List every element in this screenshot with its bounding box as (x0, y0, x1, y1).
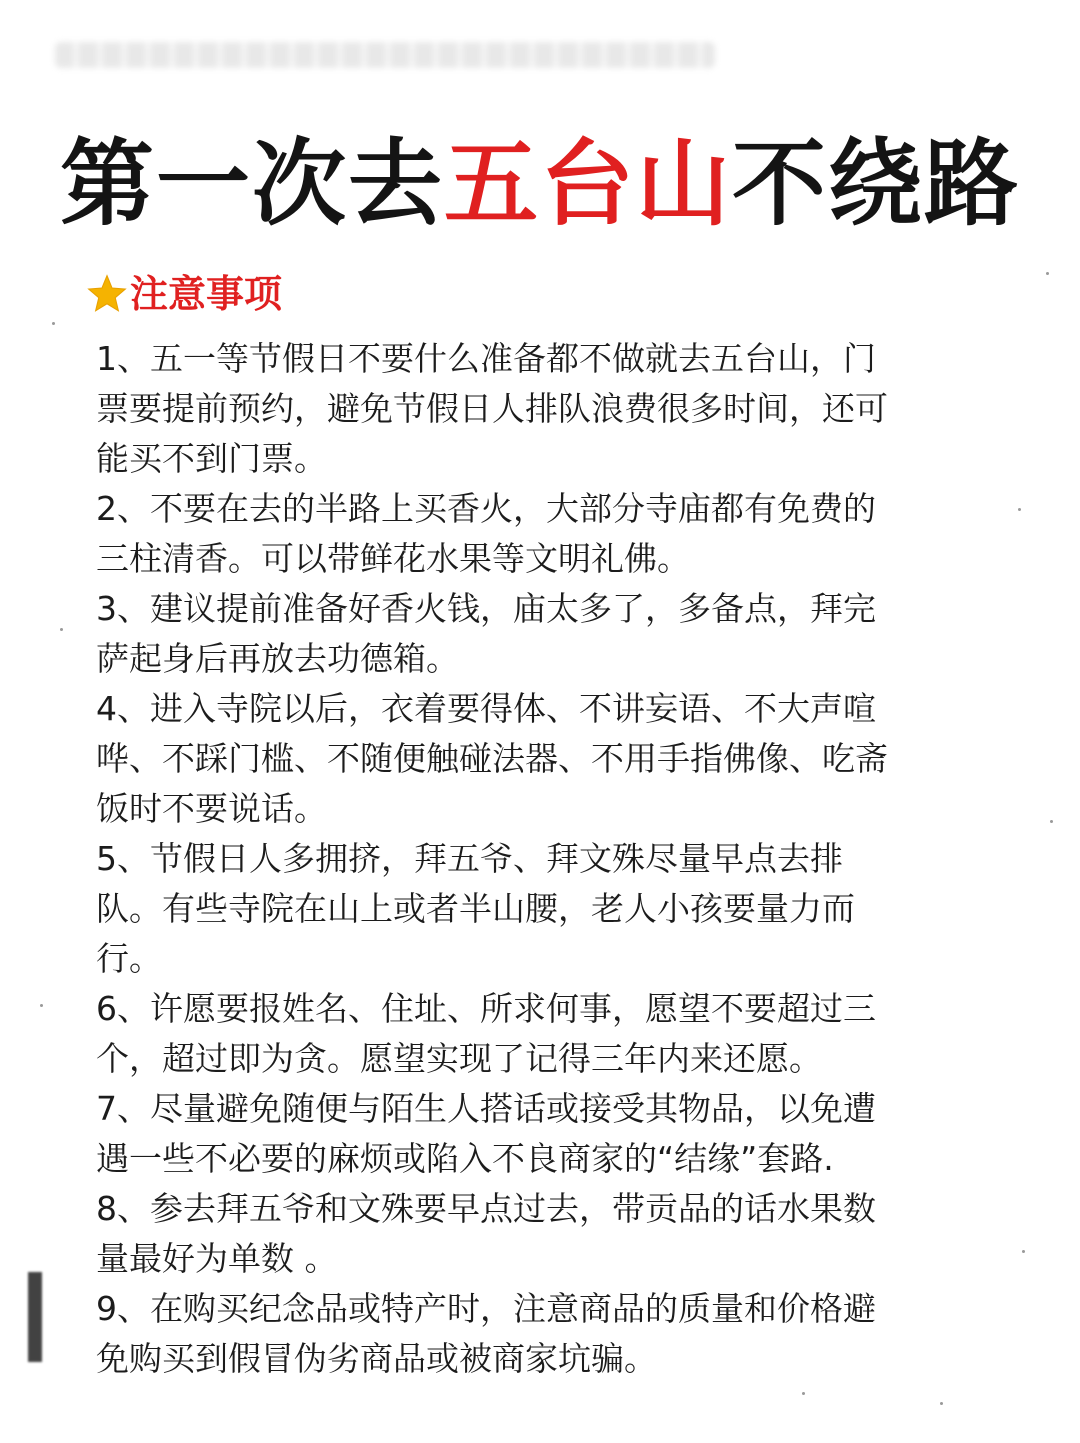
list-item: 8、参去拜五爷和文殊要早点过去，带贡品的话水果数 量最好为单数 。 (96, 1189, 876, 1278)
star-icon (86, 273, 128, 315)
list-item: 2、不要在去的半路上买香火，大部分寺庙都有免费的 三柱清香。可以带鲜花水果等文明礼佛。 (96, 489, 876, 578)
list-item: 1、五一等节假日不要什么准备都不做就去五台山，门 票要提前预约，避免节假日人排队浪费很多时间，还可 能买不到门票。 (96, 339, 888, 478)
title-highlight: 五台山 (443, 130, 732, 239)
list-item: 5、节假日人多拥挤，拜五爷、拜文殊尽量早点去排 队。有些寺院在山上或者半山腰，老人小孩要量力而 行。 (96, 839, 855, 978)
speck (1046, 272, 1049, 275)
speck (52, 322, 55, 325)
speck (1022, 1250, 1025, 1253)
section-title: 注意事项 (130, 272, 283, 316)
edge-mark (28, 1272, 42, 1362)
title-part-3: 不绕路 (732, 130, 1021, 239)
tips-list (96, 334, 996, 1384)
speck (940, 1402, 943, 1405)
speck (1018, 508, 1021, 511)
list-item: 3、建议提前准备好香火钱，庙太多了，多备点，拜完 萨起身后再放去功德箱。 (96, 589, 876, 678)
list-item: 4、进入寺院以后，衣着要得体、不讲妄语、不大声喧 哗、不踩门槛、不随便触碰法器、不用手指佛像、吃斋 饭时不要说话。 (96, 689, 888, 828)
speck (802, 1392, 805, 1395)
list-item: 6、许愿要报姓名、住址、所求何事，愿望不要超过三 个，超过即为贪。愿望实现了记得三年内来还愿。 (96, 989, 876, 1078)
list-item: 7、尽量避免随便与陌生人搭话或接受其物品，以免遭 遇一些不必要的麻烦或陷入不良商家的“结缘”套路. (96, 1089, 876, 1178)
speck (60, 628, 63, 631)
title-part-1: 第一次去 (59, 130, 444, 239)
speck (1050, 820, 1053, 823)
blurred-header-strip (55, 42, 715, 68)
page-title (0, 125, 1080, 245)
section-header (86, 268, 282, 320)
list-item: 9、在购买纪念品或特产时，注意商品的质量和价格避 免购买到假冒伪劣商品或被商家坑骗。 (96, 1289, 876, 1378)
speck (40, 1004, 43, 1007)
